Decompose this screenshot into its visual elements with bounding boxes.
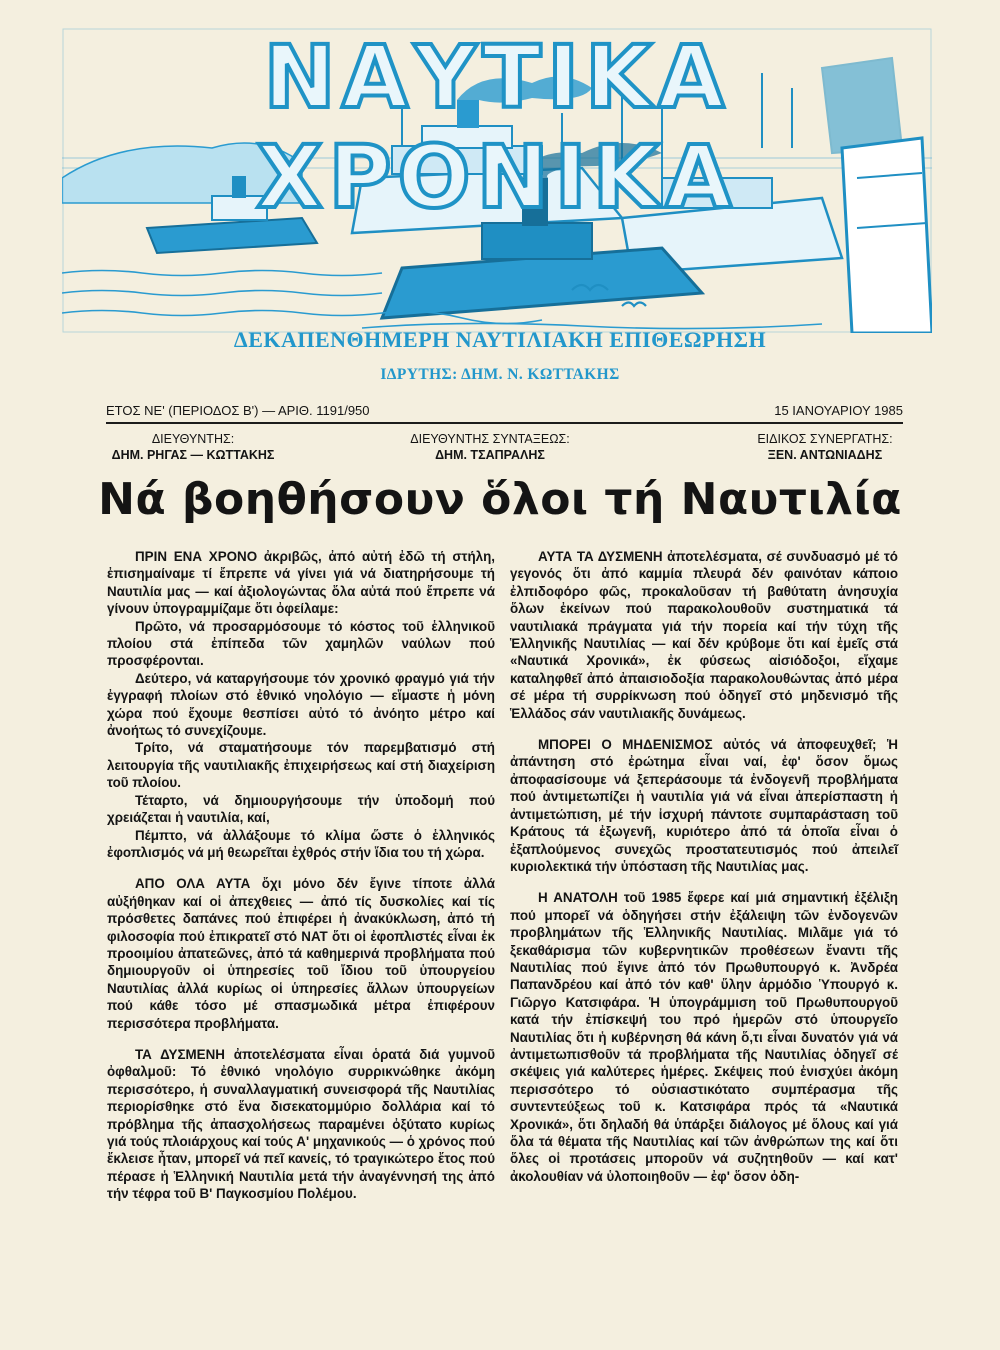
staff-role: ΔΙΕΥΘΥΝΤΗΣ:: [151, 432, 235, 446]
staff-role: ΔΙΕΥΘΥΝΤΗΣ ΣΥΝΤΑΞΕΩΣ:: [410, 432, 570, 446]
article-paragraph: Πέμπτο, νά ἀλλάξουμε τό κλίμα ὥστε ὁ ἑλληνικός ἐφοπλισμός νά μή θεωρεῖται ἐχθρός στήν ἴδια του τή χώρα.: [107, 827, 495, 860]
article-headline: Νά βοηθήσουν ὅλοι τή Ναυτιλία: [98, 474, 902, 525]
article-right-column: [510, 548, 898, 1194]
staff-editor: [370, 431, 610, 463]
article-paragraph: Η ΑΝΑΤΟΛΗ τοῦ 1985 ἔφερε καί μιά σημαντική ἐξέλιξη πού μπορεῖ νά ὁδηγήσει στήν ἐξάλειψη τῶν ἐνδογενῶν προβλημάτων τῆς Ἑλληνικῆς Ναυτιλίας. Μιλᾶμε γιά τό ξεκαθάρισμα τῶν κυβερνητικῶν προθέσεων ἔναντι τῆς Ναυτιλίας πού ἔγινε ἀπό τόν Πρωθυπουργό κ. Ἀνδρέα Παπανδρέου καί ἀπό τόν καθ' ὕλην ἁρμόδιο Ὑπουργό κ. Γιῶργο Κατσιφάρα. Ἡ ὑπογράμμιση τοῦ Πρωθυπουργοῦ κατά τήν ἐπίσκεψή του πρό ἡμερῶν στό ὑπουργεῖο Ναυτιλίας ὅτι ἡ κυβέρνηση θά κάνη ὅ,τι εἶναι δυνατόν γιά νά ἀντιμετωπισθοῦν τά προβλήματα τῆς Ναυτιλίας ὁδηγεῖ σέ σκέψεις γιά καλύτερες ἡμέρες. Σκέψεις πού ἐνισχύει ἀκόμη περισσότερο τό οὐσιαστικότατο συμπέρασμα τῆς συντεντεύξεως τοῦ κ. Κατσιφάρα πρός τά «Ναυτικά Χρονικά», ὅτι δηλαδή θά ὑπάρξει διάλογος μέ ὅλους καί γιά ὅλα τά θέματα τῆς Ναυτιλίας καί τῶν ἀνθρώπων της καί ὅτι ὅλες οἱ προτάσεις μποροῦν νά συζητηθοῦν — καί κατ' ἀκολουθίαν νά ὑλοποιηθοῦν — ἐφ' ὅσον ὀδη-: [510, 890, 898, 1184]
staff-collaborator: [740, 431, 910, 463]
article-paragraph: Πρῶτο, νά προσαρμόσουμε τό κόστος τοῦ ἑλληνικοῦ πλοίου στά ἐπίπεδα τῶν χαμηλῶν ναύλων πού προσφέρονται.: [107, 618, 495, 669]
masthead: [62, 28, 932, 333]
staff-name: ΔΗΜ. ΡΗΓΑΣ — ΚΩΤΤΑΚΗΣ: [111, 448, 275, 462]
newspaper-title: ΝΑΥΤΙΚΑ ΧΡΟΝΙΚΑ: [256, 28, 738, 228]
staff-name: ΔΗΜ. ΤΣΑΠΡΑΛΗΣ: [435, 448, 545, 462]
staff-name: ΞΕΝ. ΑΝΤΩΝΙΑΔΗΣ: [767, 448, 883, 462]
divider-rule: [106, 422, 903, 424]
issue-number: ΕΤΟΣ ΝΕ' (ΠΕΡΙΟΔΟΣ Β') — ΑΡΙΘ. 1191/950: [106, 403, 370, 418]
article-paragraph: ΑΥΤΑ ΤΑ ΔΥΣΜΕΝΗ ἀποτελέσματα, σέ συνδυασμό μέ τό γεγονός ὅτι ἀπό καμμία πλευρά δέν φαινόταν κάποιο ἐλπιδοφόρο φῶς, προκαλοῦσαν τή βαθύτατη ἀνησυχία ὅλων ἐκείνων πού παρακολουθοῦν συστηματικά τά ναυτιλιακά πράγματα γιά τήν πορεία καί τήν τύχη τῆς Ἑλληνικῆς Ναυτιλίας — καί δέν κρύβομε ὅτι καί ἐμεῖς στά «Ναυτικά Χρονικά», ἐκ φύσεως αἰσιόδοξοι, εἴχαμε καταληφθεῖ ἀπό ἀπαισιοδοξία παρακολουθώντας ἀπό μέρα σέ μέρα τή συρρίκνωση πού ὁδηγεῖ στό μηδενισμό τῆς Ἑλλάδος σάν ναυτιλιακῆς δυνάμεως.: [510, 549, 898, 721]
issue-date: 15 ΙΑΝΟΥΑΡΙΟΥ 1985: [774, 403, 903, 418]
article-paragraph: Δεύτερο, νά καταργήσουμε τόν χρονικό φραγμό γιά τήν ἐγγραφή πλοίων στό ἐθνικό νηολόγιο — εἴμαστε ἡ μόνη χώρα πού ἔχουμε θεσπίσει αὐτό τό ἀνόητο μέτρο καί ἀνοήτως τό συνεχίζουμε.: [107, 670, 495, 739]
article-paragraph: Τρίτο, νά σταματήσουμε τόν παρεμβατισμό στή λειτουργία τῆς ναυτιλιακῆς ἐπιχειρήσεως καί στή διαχείριση τοῦ πλοίου.: [107, 740, 495, 791]
founder-line: ΙΔΡΥΤΗΣ: ΔΗΜ. Ν. ΚΩΤΤΑΚΗΣ: [380, 366, 620, 383]
article-paragraph: ΠΡΙΝ ΕΝΑ ΧΡΟΝΟ ἀκριβῶς, ἀπό αὐτή ἐδῶ τή στήλη, ἐπισημαίναμε τί ἔπρεπε νά γίνει γιά νά διατηρήσουμε τή Ναυτιλία μας — καί ἀξιολογώντας ὅλα αὐτά πού ἔπρεπε νά γίνουν ὑπογραμμίζαμε ὅτι ὀφείλαμε:: [107, 549, 495, 617]
article-paragraph: ΑΠΟ ΟΛΑ ΑΥΤΑ ὄχι μόνο δέν ἔγινε τίποτε ἀλλά αὐξήθηκαν καί οἱ ἀπεχθειες — ἀπό τίς δυσκολίες καί τίς πρόσθετες δαπάνες πού ἐπιφέρει ἡ ἀνακύκλωση, ἀπό τή φιλοσοφία πού ἐπικρατεῖ στό ΝΑΤ ὅτι οἱ ἐφοπλιστές εἶναι ἐκ προοιμίου ἀπατεῶνες, ἀπό τά καθημερινά προβλήματα πού δημιουργοῦν οἱ ὑπηρεσίες τοῦ ἴδιου τοῦ ὑπουργείου Ναυτιλίας ἀλλά κυρίως οἱ ὑπηρεσίες ἄλλων ὑπουργείων πού κάθε τόσο μέ σπασμωδικά μέτρα ἐπιφέρουν περισσότερα προβλήματα.: [107, 876, 495, 1031]
article-paragraph: ΤΑ ΔΥΣΜΕΝΗ ἀποτελέσματα εἶναι ὁρατά διά γυμνοῦ ὀφθαλμοῦ: Τό ἐθνικό νηολόγιο συρρικνώθηκε ἀκόμη περισσότερο, ἡ συναλλαγματική συνεισφορά τῆς Ναυτιλίας περιορίσθηκε στό ἕνα δισεκατομμύριο δολλάρια καί τό πρόβλημα τῆς ἀπασχολήσεως παραμένει ὀξύτατο κυρίως γιά τούς πλοιάρχους καί τούς Α' μηχανικούς — ὁ χρόνος πού ἔκλεισε ἦταν, μπορεῖ νά πεῖ κανείς, τό τραγικώτερο ἔτος πού πέρασε ἡ Ἑλληνική Ναυτιλία μετά τήν ἀναγέννησή της ἀπό τήν τέφρα τοῦ Β' Παγκοσμίου Πολέμου.: [107, 1046, 495, 1202]
staff-role: ΕΙΔΙΚΟΣ ΣΥΝΕΡΓΑΤΗΣ:: [757, 432, 893, 446]
article-paragraph: Τέταρτο, νά δημιουργήσουμε τήν ὑποδομή πού χρειάζεται ἡ ναυτιλία, καί,: [107, 792, 495, 826]
issue-info-row: [106, 403, 903, 423]
article-left-column: [107, 548, 495, 1212]
newspaper-subtitle: ΔΕΚΑΠΕΝΘΗΜΕΡΗ ΝΑΥΤΙΛΙΑΚΗ ΕΠΙΘΕΩΡΗΣΗ: [233, 327, 767, 352]
staff-director: [108, 431, 278, 463]
article-paragraph: ΜΠΟΡΕΙ Ο ΜΗΔΕΝΙΣΜΟΣ αὐτός νά ἀποφευχθεῖ; Ἡ ἀπάντηση στό ἐρώτημα εἶναι ναί, ἐφ' ὅσον ὅμως ἀποφασίσουμε νά ξεπεράσουμε τά ἐνδογενῆ προβλήματα πού ἀντιμετωπίζει ἡ ναυτιλία γιά νά εἶναι ἀπερίσπαστη ἡ ἀντιμετώπιση, μέ τήν ἰσχυρή πάντοτε συμπαράσταση τοῦ Κράτους τά ἐξωγενῆ, κυριότερο ἀπό τά ὁποῖα εἶναι ὁ ἐξαπλούμενος συνεχῶς προστατευτισμός πού ἀπειλεῖ κυριολεκτικά τήν ὑπόσταση τῆς Ναυτιλίας μας.: [510, 737, 898, 874]
